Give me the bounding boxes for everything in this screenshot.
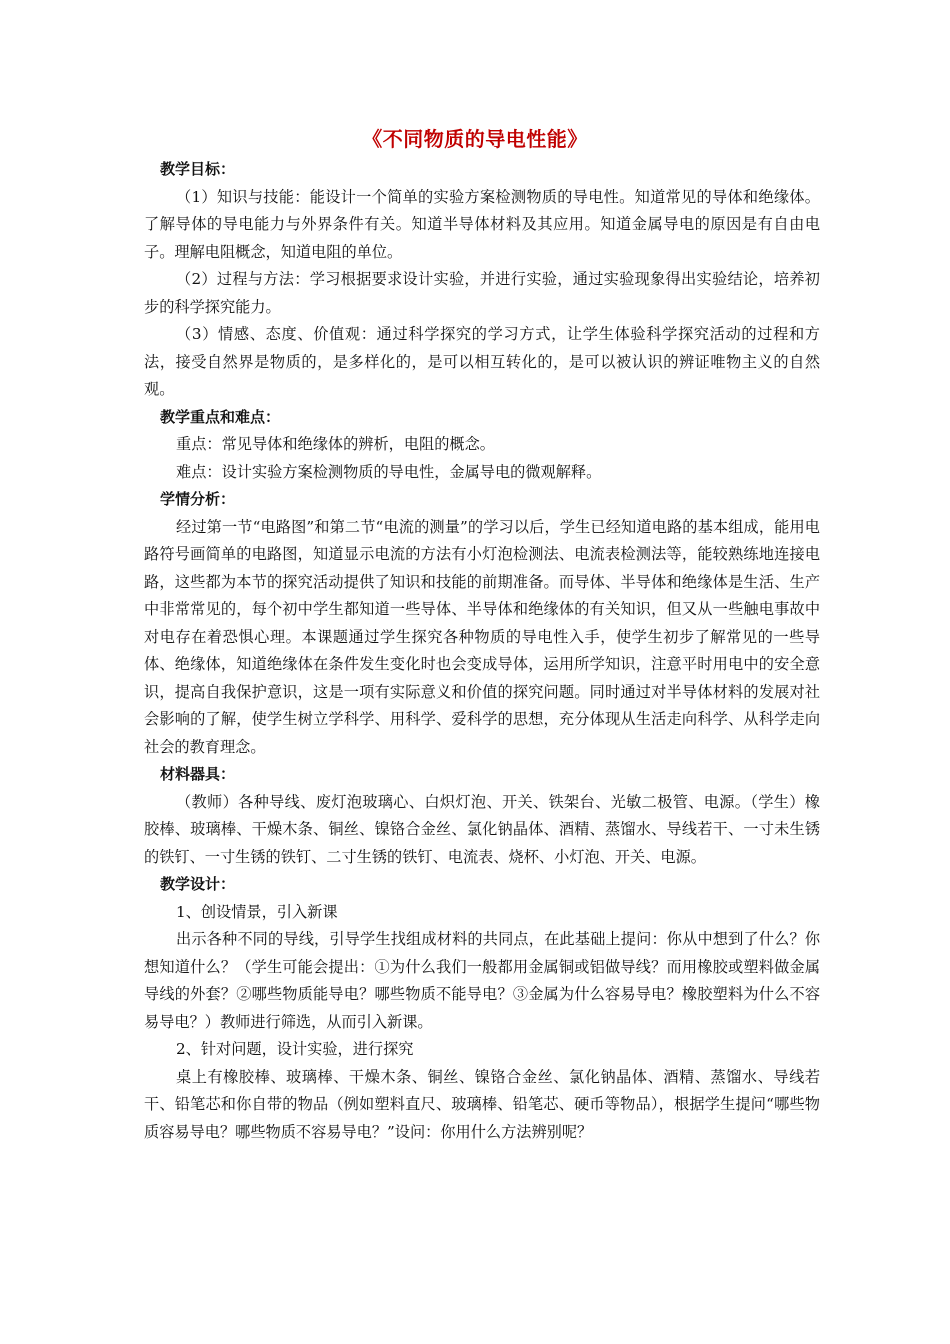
section-student-analysis bbox=[144, 486, 820, 761]
section-materials bbox=[144, 761, 820, 871]
goals-paragraph-3: （3）情感、态度、价值观：通过科学探究的学习方式，让学生体验科学探究活动的过程和方法，接受自然界是物质的，是多样化的，是可以相互转化的，是可以被认识的辨证唯物主义的自然观。 bbox=[144, 325, 820, 398]
design-step-2-paragraph: 桌上有橡胶棒、玻璃棒、干燥木条、铜丝、镍铬合金丝、氯化钠晶体、酒精、蒸馏水、导线若干、铅笔芯和你自带的物品（例如塑料直尺、玻璃棒、铅笔芯、硬币等物品），根据学生提问“哪些物质容易导电？哪些物质不容易导电？”设问：你用什么方法辨别呢？ bbox=[144, 1067, 820, 1141]
materials-paragraph: （教师）各种导线、废灯泡玻璃心、白炽灯泡、开关、铁架台、光敏二极管、电源。（学生）橡胶棒、玻璃棒、干燥木条、铜丝、镍铬合金丝、氯化钠晶体、酒精、蒸馏水、导线若干、一寸未生锈的铁钉、一寸生锈的铁钉、二寸生锈的铁钉、电流表、烧杯、小灯泡、开关、电源。 bbox=[144, 792, 820, 866]
section-heading-goals: 教学目标： bbox=[160, 160, 236, 178]
design-step-1-heading: 1、创设情景，引入新课 bbox=[176, 902, 338, 921]
design-step-1-paragraph: 出示各种不同的导线，引导学生找组成材料的共同点，在此基础上提问：你从中想到了什么？你想知道什么？（学生可能会提出：①为什么我们一般都用金属铜或铝做导线？而用橡胶或塑料做金属导线的外套？②哪些物质能导电？哪些物质不能导电？③金属为什么容易导电？橡胶塑料为什么不容易导电？）教师进行筛选，从而引入新课。 bbox=[144, 930, 820, 1031]
document-body bbox=[144, 156, 820, 1146]
document-title: 《不同物质的导电性能》 bbox=[362, 127, 588, 151]
section-heading-materials: 材料器具： bbox=[160, 765, 236, 783]
difficulty-paragraph: 难点：设计实验方案检测物质的导电性，金属导电的微观解释。 bbox=[176, 462, 602, 481]
section-heading-key-points: 教学重点和难点： bbox=[160, 407, 281, 426]
goals-paragraph-2: （2）过程与方法：学习根据要求设计实验，并进行实验，通过实验现象得出实验结论，培养初步的科学探究能力。 bbox=[144, 270, 820, 316]
key-point-paragraph: 重点：常见导体和绝缘体的辨析，电阻的概念。 bbox=[176, 435, 495, 453]
section-teaching-goals bbox=[144, 156, 820, 404]
goals-paragraph-1: （1）知识与技能：能设计一个简单的实验方案检测物质的导电性。知道常见的导体和绝缘体。了解导体的导电能力与外界条件有关。知道半导体材料及其应用。知道金属导电的原因是有自由电子。理解电阻概念，知道电阻的单位。 bbox=[144, 187, 820, 261]
section-heading-design: 教学设计： bbox=[160, 875, 236, 893]
analysis-paragraph: 经过第一节“电路图”和第二节“电流的测量”的学习以后，学生已经知道电路的基本组成，能用电路符号画简单的电路图，知道显示电流的方法有小灯泡检测法、电流表检测法等，能较熟练地连接电路，这些都为本节的探究活动提供了知识和技能的前期准备。而导体、半导体和绝缘体是生活、生产中非常常见的，每个初中学生都知道一些导体、半导体和绝缘体的有关知识，但又从一些触电事故中对电存在着恐惧心理。本课题通过学生探究各种物质的导电性入手，使学生初步了解常见的一些导体、绝缘体，知道绝缘体在条件发生变化时也会变成导体，运用所学知识，注意平时用电中的安全意识，提高自我保护意识，这是一项有实际意义和价值的探究问题。同时通过对半导体材料的发展对社会影响的了解，使学生树立学科学、用科学、爱科学的思想，充分体现从生活走向科学、从科学走向社会的教育理念。 bbox=[144, 517, 820, 756]
section-teaching-design bbox=[144, 871, 820, 1146]
section-key-points bbox=[144, 404, 820, 487]
section-heading-analysis: 学情分析： bbox=[160, 490, 236, 508]
design-step-2-heading: 2、针对问题，设计实验，进行探究 bbox=[176, 1040, 414, 1058]
